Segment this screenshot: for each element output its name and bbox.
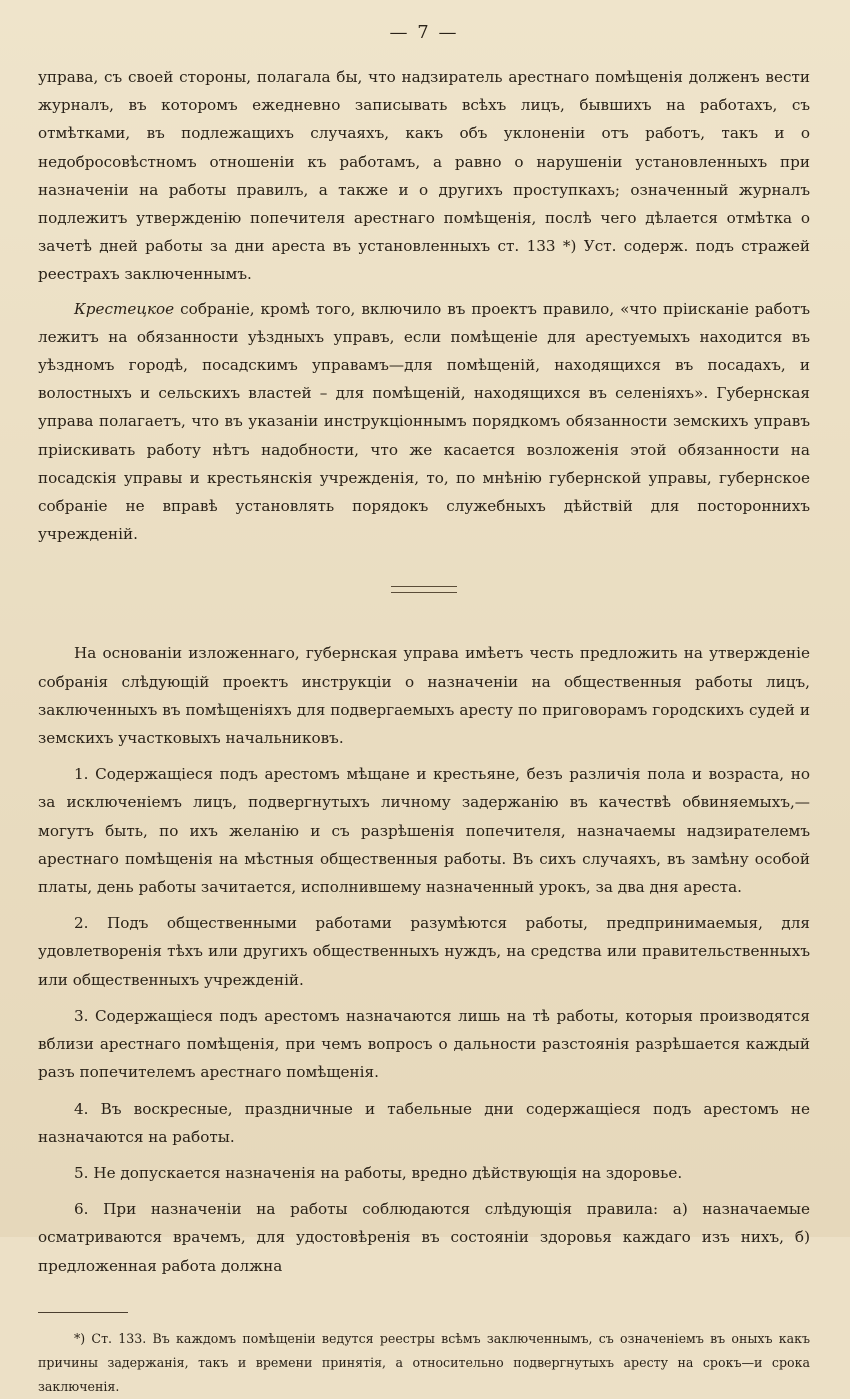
paragraph-continued: управа, съ своей стороны, полагала бы, что надзиратель арестнаго помѣщенія долженъ вести журналъ, въ которомъ ежедневно записывать всѣхъ лицъ, бывшихъ на работахъ, съ отмѣтками, въ подлежащихъ случаяхъ, какъ объ уклоненіи отъ работъ, такъ и о недобросовѣстномъ отношеніи къ работамъ, а равно о нарушеніи установленныхъ при назначеніи на работы правилъ, а также и о другихъ проступкахъ; означенный журналъ подлежитъ утвержденію попечителя арестнаго помѣщенія, послѣ чего дѣлается отмѣтка о зачетѣ дней работы за дни ареста въ установленныхъ ст. 133 *) Уст. содерж. подъ стражей реестрахъ заключеннымъ. <box>38 68 810 284</box>
footnote-rule <box>38 1312 128 1313</box>
instruction-item-1: 1. Содержащіеся подъ арестомъ мѣщане и крестьяне, безъ различія пола и возраста, но за исключеніемъ лицъ, подвергнутыхъ личному задержанію въ качествѣ обвиняемыхъ,—могутъ быть, по ихъ желанію и съ разрѣшенія попечителя, назначаемы надзирателемъ арестнаго помѣщенія на мѣстныя общественныя работы. Въ сихъ случаяхъ, въ замѣну особой платы, день работы зачитается, исполнившему назначенный урокъ, за два дня ареста. <box>38 765 810 897</box>
paragraph-proposal: На основаніи изложеннаго, губернская управа имѣетъ честь предложить на утвержденіе собранія слѣдующій проектъ инструкціи о назначеніи на общественныя работы лицъ, заключенныхъ въ помѣщеніяхъ для подвергаемыхъ аресту по приговорамъ городскихъ судей и земскихъ участковыхъ начальниковъ. <box>38 644 810 748</box>
footnote: *) Ст. 133. Въ каждомъ помѣщеніи ведутся реестры всѣмъ заключеннымъ, съ означеніемъ въ оныхъ какъ причины задержанія, такъ и времени принятія, а относительно подвергнутыхъ аресту на срокъ—и срока заключенія. <box>38 1330 810 1394</box>
instruction-item-4: 4. Въ воскресные, праздничные и табельные дни содержащіеся подъ арестомъ не назначаются на работы. <box>38 1099 810 1146</box>
instruction-item-3: 3. Содержащіеся подъ арестомъ назначаются лишь на тѣ работы, которыя производятся вблизи арестнаго помѣщенія, при чемъ вопросъ о дальности разстоянія разрѣшается каждый разъ попечителемъ арестнаго помѣщенія. <box>38 1006 810 1082</box>
section-separator <box>391 586 457 593</box>
paragraph-krestetskoe <box>38 295 810 549</box>
instruction-item-2: 2. Подъ общественными работами разумѣются работы, предпринимаемыя, для удовлетворенія тѣхъ или другихъ общественныхъ нуждъ, на средства или правительственныхъ или общественныхъ учрежденій. <box>38 914 810 989</box>
page-number: — 7 — <box>389 22 459 43</box>
instruction-item-6: 6. При назначеніи на работы соблюдаются слѣдующія правила: а) назначаемые осматриваются врачемъ, для удостовѣренія въ состояніи здоровья каждаго изъ нихъ, б) предложенная работа должна <box>38 1200 810 1275</box>
italic-district-name: Крестецкое <box>74 299 175 318</box>
instruction-item-5: 5. Не допускается назначенія на работы, вредно дѣйствующія на здоровье. <box>74 1163 683 1182</box>
paragraph-krestetskoe-text: собраніе, кромѣ того, включило въ проектъ правило, «что пріисканіе работъ лежитъ на обязанности уѣздныхъ управъ, если помѣщеніе для арестуемыхъ находится въ уѣздномъ городѣ, посадскимъ управамъ—для помѣщеній, находящихся въ посадахъ, и волостныхъ и сельскихъ властей – для помѣщеній, находящихся въ селеніяхъ». Губернская управа полагаетъ, что въ указаніи инструкціоннымъ порядкомъ обязанности земскихъ управъ пріискивать работу нѣтъ надобности, что же касается возложенія этой обязанности на посадскія управы и крестьянскія учрежденія, то, по мнѣнію губернской управы, губернское собраніе не вправѣ установлять порядокъ служебныхъ дѣйствій для постороннихъ учрежденій. <box>38 299 810 544</box>
